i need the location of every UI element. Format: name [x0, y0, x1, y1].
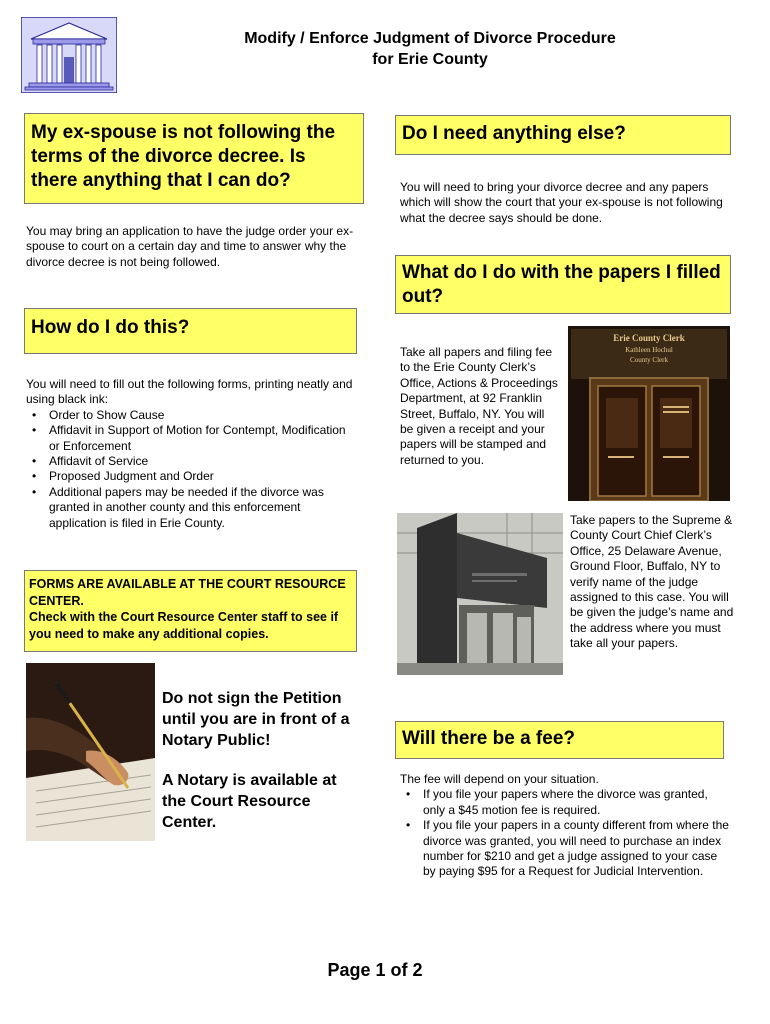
question-heading-5: Will there be a fee?	[402, 728, 575, 749]
question-answer-1: You may bring an application to have the judge order your ex-spouse to court on a certain day and time to answer why the divorce decree is not being followed.	[26, 224, 354, 269]
forms-intro: You will need to fill out the following forms, printing neatly and using black ink:	[26, 377, 353, 407]
courthouse-entrance-photo	[397, 513, 563, 675]
page-title	[160, 28, 700, 70]
question-box-4	[395, 255, 731, 314]
list-item: • Affidavit in Support of Motion for Contempt, Modification or Enforcement	[26, 423, 356, 454]
clerk-office-photo	[568, 326, 730, 501]
clerk-sign-line-1: Erie County Clerk	[613, 333, 685, 343]
question-box-3	[395, 115, 731, 155]
notary-availability: A Notary is available at the Court Resource Center.	[162, 772, 337, 831]
question-heading-3: Do I need anything else?	[402, 123, 626, 144]
forms-notice-line-2: Check with the Court Resource Center staff to see if you need to make any additional copies.	[29, 610, 339, 641]
question-heading-2: How do I do this?	[31, 317, 190, 338]
list-item: • If you file your papers where the divorce was granted, only a $45 motion fee is required.	[400, 787, 730, 818]
forms-notice-line-1: FORMS ARE AVAILABLE AT THE COURT RESOURCE CENTER.	[29, 577, 346, 608]
notary-notice	[162, 688, 362, 833]
clerk-sign-line-3: County Clerk	[630, 356, 668, 364]
list-item: • Proposed Judgment and Order	[26, 469, 356, 484]
clerk-office-instructions: Take all papers and filing fee to the Erie County Clerk’s Office, Actions & Proceedings Department, at 92 Franklin Street, Buffalo, NY. You will be given a receipt and your papers will be stamped and returned to you.	[400, 345, 558, 467]
question-box-5	[395, 721, 724, 759]
fee-intro: The fee will depend on your situation.	[400, 772, 599, 786]
forms-list	[26, 408, 356, 531]
list-item: • Additional papers may be needed if the divorce was granted in another county and this enforcement application is filed in Erie County.	[26, 485, 356, 531]
page-number: Page 1 of 2	[327, 960, 423, 980]
question-heading-1: My ex-spouse is not following the terms of the divorce decree. Is there anything that I can do?	[31, 122, 336, 191]
question-answer-3: You will need to bring your divorce decree and any papers which will show the court that your ex-spouse is not following what the decree says should be done.	[400, 180, 723, 225]
list-item: • Order to Show Cause	[26, 408, 356, 423]
fee-section	[400, 772, 730, 880]
title-line-1: Modify / Enforce Judgment of Divorce Procedure	[244, 30, 616, 47]
question-box-2	[24, 308, 357, 354]
courthouse-logo-icon	[21, 17, 117, 93]
question-box-1	[24, 113, 364, 204]
forms-list-section	[26, 377, 356, 531]
notary-warning: Do not sign the Petition until you are in front of a Notary Public!	[162, 690, 350, 749]
court-clerk-instructions: Take papers to the Supreme & County Court Chief Clerk’s Office, 25 Delaware Avenue, Ground Floor, Buffalo, NY to verify name of the judge assigned to this case. You will be given the judge’s name and the address where you must take all your papers.	[570, 513, 734, 651]
forms-notice-box	[24, 570, 357, 652]
question-heading-4: What do I do with the papers I filled out?	[402, 262, 721, 307]
clerk-sign-line-2: Kathleen Hochul	[625, 346, 673, 354]
title-line-2: for Erie County	[372, 51, 488, 68]
list-item: • Affidavit of Service	[26, 454, 356, 469]
fee-list	[400, 787, 730, 879]
list-item: • If you file your papers in a county different from where the divorce was granted, you will need to purchase an index number for $210 and get a judge assigned to your case by paying $95 for a Request for Judicial Intervention.	[400, 818, 730, 880]
signing-photo	[26, 663, 155, 841]
